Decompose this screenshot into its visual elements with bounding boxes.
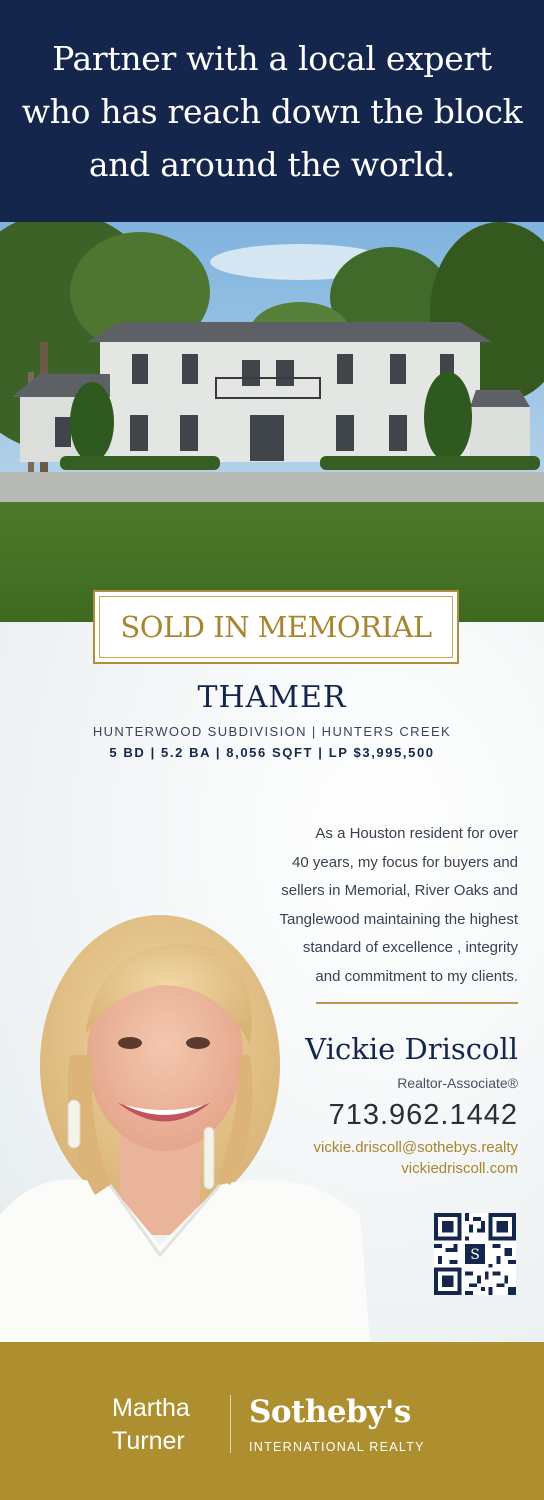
agent-title: Realtor-Associate® xyxy=(397,1075,518,1091)
gold-divider xyxy=(316,1002,518,1004)
martha-line: Martha xyxy=(112,1394,190,1422)
headline-line-2: who has reach down the block xyxy=(21,91,523,131)
turner-line: Turner xyxy=(112,1427,185,1455)
headline-line-1: Partner with a local expert xyxy=(52,38,492,78)
bio-line: and commitment to my clients. xyxy=(315,967,518,985)
bio-line: As a Houston resident for over xyxy=(315,825,518,842)
footer-divider xyxy=(230,1395,231,1453)
agent-website-link[interactable]: vickiedriscoll.com xyxy=(401,1160,518,1177)
sold-badge xyxy=(93,590,459,664)
listing-name: THAMER xyxy=(197,680,347,715)
sothebys-subtitle: INTERNATIONAL REALTY xyxy=(249,1440,425,1454)
headline-line-3: and around the world. xyxy=(88,144,456,184)
sold-badge-text: SOLD IN MEMORIAL xyxy=(120,610,432,644)
bio-line: standard of excellence , integrity xyxy=(302,939,518,956)
agent-email-link[interactable]: vickie.driscoll@sothebys.realty xyxy=(313,1139,518,1156)
bio-line: sellers in Memorial, River Oaks and xyxy=(281,882,518,899)
header-banner xyxy=(0,0,544,222)
house-photo xyxy=(0,222,544,622)
agent-bio xyxy=(218,820,518,991)
qr-code[interactable] xyxy=(434,1213,516,1295)
martha-turner-logo xyxy=(112,1392,190,1458)
listing-subdivision: HUNTERWOOD SUBDIVISION | HUNTERS CREEK xyxy=(92,724,452,739)
agent-phone[interactable]: 713.962.1442 xyxy=(328,1099,518,1131)
bio-line: 40 years, my focus for buyers and xyxy=(292,853,518,871)
sothebys-logo: Sotheby's xyxy=(249,1394,411,1430)
agent-name: Vickie Driscoll xyxy=(305,1032,518,1066)
bio-line: Tanglewood maintaining the highest xyxy=(279,910,518,928)
qr-logo-letter: S xyxy=(470,1247,480,1264)
listing-specs: 5 BD | 5.2 BA | 8,056 SQFT | LP $3,995,500 xyxy=(109,745,435,760)
